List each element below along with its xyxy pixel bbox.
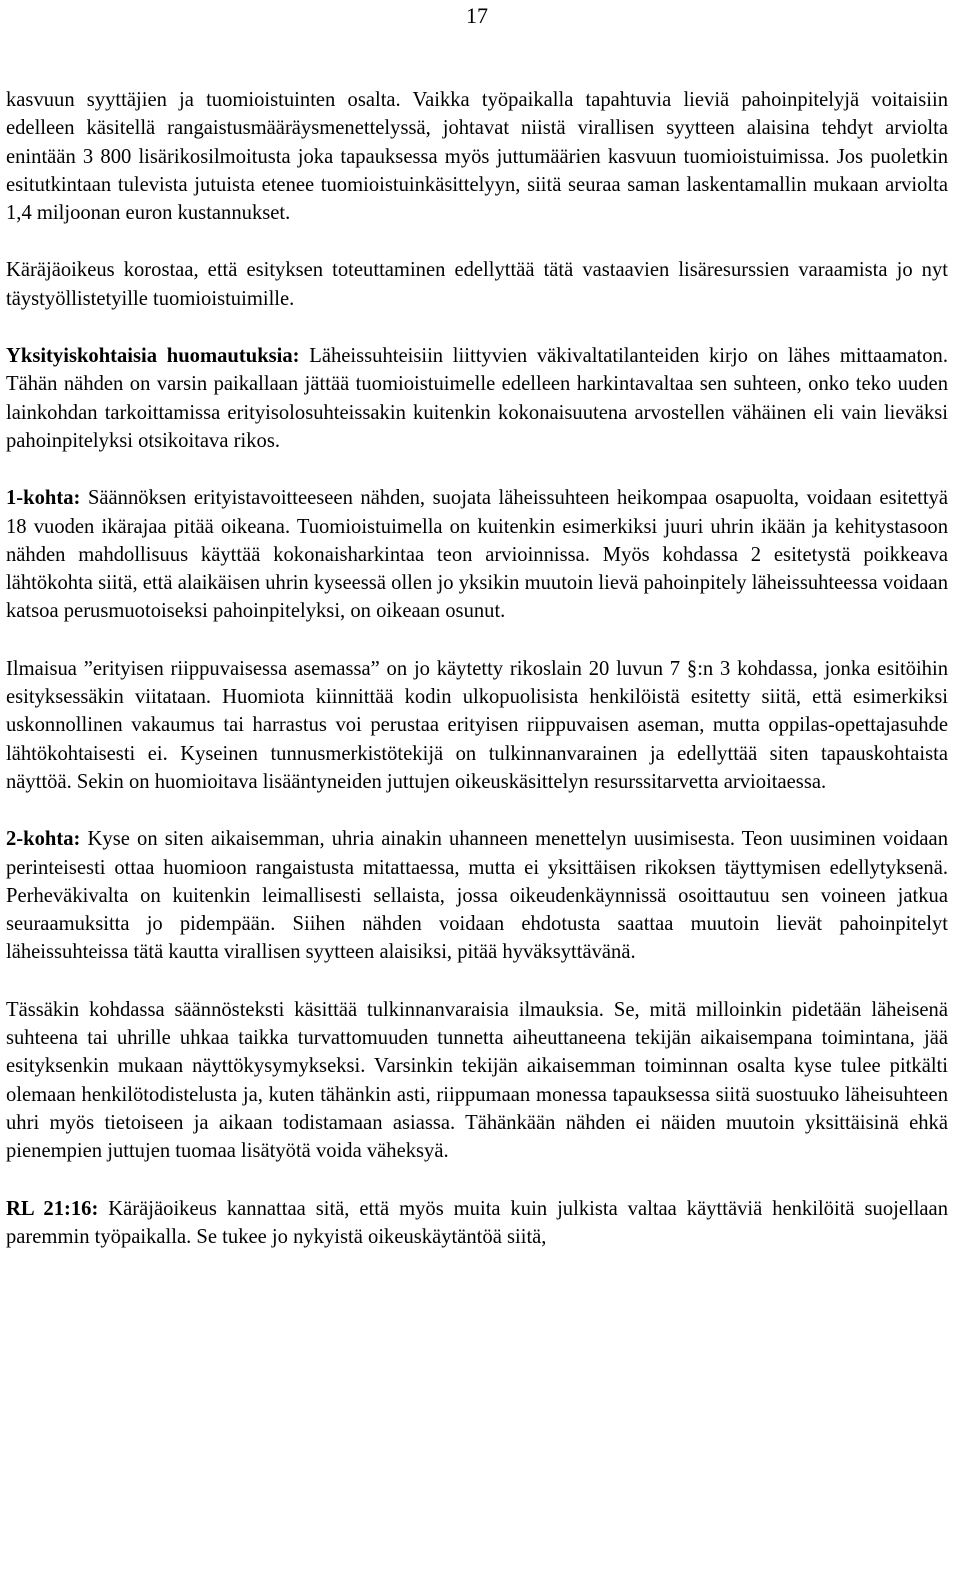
paragraph-6	[6, 825, 948, 966]
paragraph-2	[6, 256, 948, 313]
paragraph-3-heading: Yksityiskohtaisia huomautuksia:	[6, 345, 300, 368]
page-number: 17	[466, 3, 488, 28]
paragraph-7-text: Tässäkin kohdassa säännösteksti käsittää tulkinnanvaraisia ilmauksia. Se, mitä milloinkin pidetään läheisenä suhteena tai uhrille uhkaa taikka turvattomuuden tunnetta aiheuttaneena tekijän aikaisempana toimintana, jää esityksenkin mukaan näyttökysymykseksi. Varsinkin tekijän aikaisemman toiminnan osalta kyse tulee pitkälti olemaan henkilötodistelusta ja, kuten tähänkin asti, riippumaan monessa tapauksessa siitä suostuuko läheisuhteen uhri myös tietoiseen ja aikaan todistamaan asiassa. Tähänkään nähden ei näiden muutoin yksittäisinä ehkä pienempien juttujen tuomaa lisätyötä voida väheksyä.	[6, 998, 948, 1163]
paragraph-4-text: Säännöksen erityistavoitteeseen nähden, suojata läheissuhteen heikompaa osapuolta, voidaan esitettyä 18 vuoden ikärajaa pitää oikeana. Tuomioistuimella on kuitenkin esimerkiksi juuri uhrin ikään ja kehitystasoon nähden mahdollisuus käyttää kokonaisharkintaa teon arvioinnissa. Myös kohdassa 2 esitetystä poikkeava lähtökohta siitä, että alaikäisen uhrin kyseessä ollen jo yksikin muutoin lievä pahoinpitely läheissuhteessa voidaan katsoa perusmuotoiseksi pahoinpitelyksi, on oikeaan osunut.	[6, 487, 948, 623]
paragraph-1	[6, 86, 948, 227]
paragraph-8-text: Käräjäoikeus kannattaa sitä, että myös muita kuin julkista valtaa käyttäviä henkilöitä suojellaan paremmin työpaikalla. Se tukee jo nykyistä oikeuskäytäntöä siitä,	[6, 1197, 948, 1248]
paragraph-5-text: Ilmaisua ”erityisen riippuvaisessa asemassa” on jo käytetty rikoslain 20 luvun 7 §:n 3 kohdassa, jonka esitöihin esityksessäkin viitataan. Huomiota kiinnittää kodin ulkopuolisista henkilöistä esitetty siitä, että esimerkiksi uskonnollinen vakaumus tai harrastus voi perustaa erityisen riippuvaisen aseman, mutta oppilas-opettajasuhde lähtökohtaisesti ei. Kyseinen tunnusmerkistötekijä on tulkinnanvarainen ja edellyttää siten tapauskohtaista näyttöä. Sekin on huomioitava lisääntyneiden juttujen oikeuskäsittelyn resurssitarvetta arvioitaessa.	[6, 657, 948, 793]
paragraph-8	[6, 1195, 948, 1252]
paragraph-1-text: kasvuun syyttäjien ja tuomioistuinten osalta. Vaikka työpaikalla tapahtuvia lieviä pahoinpitelyjä voitaisiin edelleen käsitellä rangaistusmääräysmenettelyssä, johtavat niistä virallisen syytteen alaisina tehdyt arviolta enintään 3 800 lisärikosilmoitusta joka tapauksessa myös juttumäärien kasvuun tuomioistuimissa. Jos puoletkin esitutkintaan tulevista jutuista etenee tuomioistuinkäsittelyyn, siitä seuraa saman laskentamallin mukaan arviolta 1,4 miljoonan euron kustannukset.	[6, 89, 948, 225]
paragraph-3-text: Läheissuhteisiin liittyvien väkivaltatilanteiden kirjo on lähes mittaamaton. Tähän nähden on varsin paikallaan jättää tuomioistuimelle edelleen harkintavaltaa sen suhteen, onko teko uuden lainkohdan tarkoittamissa erityisolosuhteissakin kuitenkin kokonaisuutena arvostellen vähäinen eli vain lieväksi pahoinpitelyksi otsikoitava rikos.	[6, 345, 948, 452]
paragraph-5	[6, 655, 948, 796]
paragraph-8-heading: RL 21:16:	[6, 1197, 99, 1220]
document-body	[6, 86, 948, 1251]
paragraph-6-heading: 2-kohta:	[6, 828, 81, 851]
paragraph-7	[6, 996, 948, 1166]
paragraph-4-heading: 1-kohta:	[6, 487, 81, 510]
paragraph-4	[6, 484, 948, 625]
paragraph-3	[6, 342, 948, 455]
paragraph-6-text: Kyse on siten aikaisemman, uhria ainakin uhanneen menettelyn uusimisesta. Teon uusiminen voidaan perinteisesti ottaa huomioon rangaistusta mitattaessa, mutta ei yksittäisen rikoksen täyttymisen edellytyksenä. Perheväkivalta on kuitenkin leimallisesti sellaista, jossa oikeudenkäynnissä osoittautuu sen voineen jatkua seuraamuksitta jo pidempään. Siihen nähden voidaan ehdotusta saattaa muutoin lievät pahoinpitelyt läheissuhteissa tätä kautta virallisen syytteen alaisiksi, pitää hyväksyttävänä.	[6, 828, 948, 964]
paragraph-2-text: Käräjäoikeus korostaa, että esityksen toteuttaminen edellyttää tätä vastaavien lisäresurssien varaamista jo nyt täystyöllistetyille tuomioistuimille.	[6, 259, 948, 310]
